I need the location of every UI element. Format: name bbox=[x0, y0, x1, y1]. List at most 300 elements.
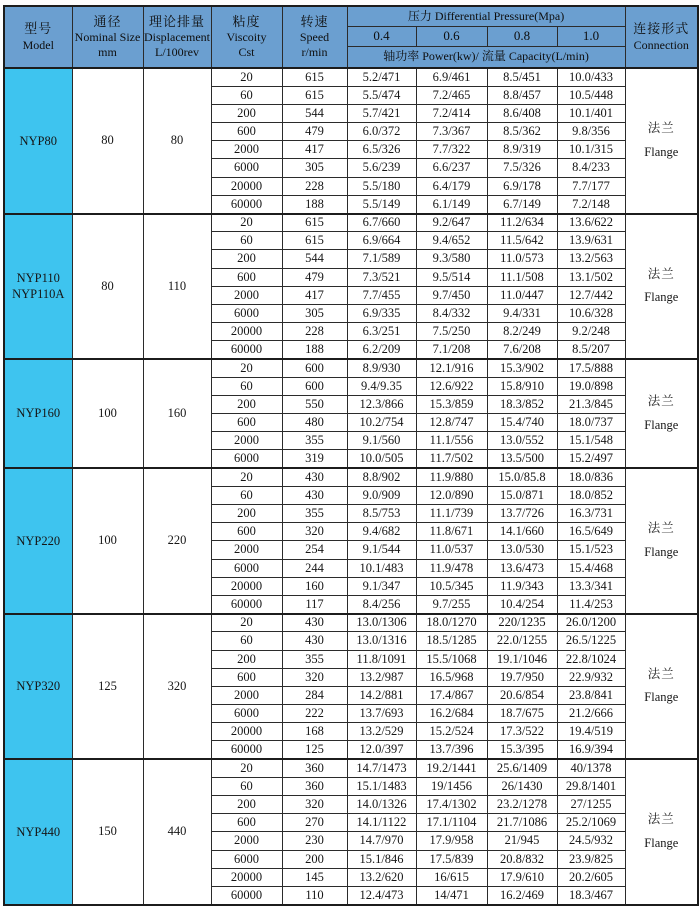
spec-row bbox=[4, 214, 698, 232]
power-capacity-cell: 6.6/237 bbox=[416, 159, 487, 177]
power-capacity-cell: 16.5/968 bbox=[416, 668, 487, 686]
power-capacity-cell: 10.1/401 bbox=[557, 104, 625, 122]
power-capacity-cell: 5.7/421 bbox=[347, 104, 416, 122]
power-capacity-cell: 18.0/836 bbox=[557, 468, 625, 486]
viscosity-cell: 6000 bbox=[211, 450, 282, 468]
speed-cell: 305 bbox=[282, 304, 347, 322]
model-label: NYP80 bbox=[19, 133, 57, 148]
header-speed-zh: 转速 bbox=[300, 13, 329, 29]
viscosity-cell: 60 bbox=[211, 632, 282, 650]
power-capacity-cell: 16/615 bbox=[416, 868, 487, 886]
speed-cell: 145 bbox=[282, 868, 347, 886]
header-displacement-unit: L/100rev bbox=[155, 45, 199, 60]
model-label: NYP110A bbox=[12, 287, 65, 302]
viscosity-cell: 600 bbox=[211, 268, 282, 286]
power-capacity-cell: 14.7/1473 bbox=[347, 759, 416, 777]
viscosity-cell: 600 bbox=[211, 123, 282, 141]
speed-cell: 355 bbox=[282, 505, 347, 523]
power-capacity-cell: 13.0/1306 bbox=[347, 614, 416, 632]
power-capacity-cell: 13.0/552 bbox=[487, 432, 557, 450]
power-capacity-cell: 21.7/1086 bbox=[487, 814, 557, 832]
power-capacity-cell: 20.2/605 bbox=[557, 868, 625, 886]
viscosity-cell: 20000 bbox=[211, 177, 282, 195]
power-capacity-cell: 11.9/880 bbox=[416, 468, 487, 486]
header-connection-zh: 连接形式 bbox=[633, 21, 690, 37]
viscosity-cell: 2000 bbox=[211, 141, 282, 159]
power-capacity-cell: 13.7/693 bbox=[347, 705, 416, 723]
power-capacity-cell: 15.4/468 bbox=[557, 559, 625, 577]
power-capacity-cell: 15.2/524 bbox=[416, 723, 487, 741]
power-capacity-cell: 15.0/871 bbox=[487, 486, 557, 504]
nominal-size-cell: 100 bbox=[72, 359, 143, 468]
power-capacity-cell: 6.7/149 bbox=[487, 195, 557, 213]
power-capacity-cell: 9.4/9.35 bbox=[347, 377, 416, 395]
header-connection bbox=[625, 6, 698, 68]
power-capacity-cell: 6.4/179 bbox=[416, 177, 487, 195]
power-capacity-cell: 14.0/1326 bbox=[347, 796, 416, 814]
connection-cell bbox=[625, 468, 698, 614]
pump-spec-table bbox=[3, 5, 699, 906]
power-capacity-cell: 29.8/1401 bbox=[557, 777, 625, 795]
connection-cell bbox=[625, 759, 698, 905]
power-capacity-cell: 26.5/1225 bbox=[557, 632, 625, 650]
power-capacity-cell: 17.9/610 bbox=[487, 868, 557, 886]
power-capacity-cell: 11.1/556 bbox=[416, 432, 487, 450]
viscosity-cell: 20 bbox=[211, 614, 282, 632]
speed-cell: 600 bbox=[282, 377, 347, 395]
power-capacity-cell: 15.0/85.8 bbox=[487, 468, 557, 486]
viscosity-cell: 2000 bbox=[211, 686, 282, 704]
header-speed-unit: r/min bbox=[301, 45, 328, 60]
power-capacity-cell: 15.4/740 bbox=[487, 414, 557, 432]
spec-row bbox=[4, 359, 698, 377]
power-capacity-cell: 15.8/910 bbox=[487, 377, 557, 395]
speed-cell: 615 bbox=[282, 232, 347, 250]
viscosity-cell: 60 bbox=[211, 86, 282, 104]
power-capacity-cell: 8.8/457 bbox=[487, 86, 557, 104]
displacement-cell: 440 bbox=[143, 759, 211, 905]
header-pressure-0.6: 0.6 bbox=[416, 26, 487, 46]
power-capacity-cell: 16.5/649 bbox=[557, 523, 625, 541]
viscosity-cell: 20 bbox=[211, 68, 282, 86]
power-capacity-cell: 15.3/902 bbox=[487, 359, 557, 377]
viscosity-cell: 600 bbox=[211, 414, 282, 432]
power-capacity-cell: 13.2/620 bbox=[347, 868, 416, 886]
speed-cell: 228 bbox=[282, 323, 347, 341]
power-capacity-cell: 17.4/1302 bbox=[416, 796, 487, 814]
power-capacity-cell: 19.2/1441 bbox=[416, 759, 487, 777]
spec-row bbox=[4, 759, 698, 777]
speed-cell: 479 bbox=[282, 123, 347, 141]
speed-cell: 320 bbox=[282, 523, 347, 541]
viscosity-cell: 20000 bbox=[211, 723, 282, 741]
power-capacity-cell: 13.2/529 bbox=[347, 723, 416, 741]
speed-cell: 430 bbox=[282, 486, 347, 504]
viscosity-cell: 60000 bbox=[211, 195, 282, 213]
nominal-size-cell: 80 bbox=[72, 214, 143, 360]
power-capacity-cell: 10.1/483 bbox=[347, 559, 416, 577]
power-capacity-cell: 21/945 bbox=[487, 832, 557, 850]
power-capacity-cell: 11.0/537 bbox=[416, 541, 487, 559]
viscosity-cell: 20 bbox=[211, 759, 282, 777]
power-capacity-cell: 6.9/664 bbox=[347, 232, 416, 250]
power-capacity-cell: 6.1/149 bbox=[416, 195, 487, 213]
viscosity-cell: 60 bbox=[211, 377, 282, 395]
speed-cell: 417 bbox=[282, 286, 347, 304]
power-capacity-cell: 11.0/573 bbox=[487, 250, 557, 268]
speed-cell: 319 bbox=[282, 450, 347, 468]
power-capacity-cell: 13.0/530 bbox=[487, 541, 557, 559]
header-nominal-size-unit: mm bbox=[98, 45, 117, 60]
speed-cell: 244 bbox=[282, 559, 347, 577]
power-capacity-cell: 6.9/461 bbox=[416, 68, 487, 86]
power-capacity-cell: 9.4/331 bbox=[487, 304, 557, 322]
power-capacity-cell: 17.9/958 bbox=[416, 832, 487, 850]
connection-en: Flange bbox=[644, 290, 679, 305]
speed-cell: 355 bbox=[282, 432, 347, 450]
speed-cell: 600 bbox=[282, 359, 347, 377]
viscosity-cell: 20000 bbox=[211, 577, 282, 595]
power-capacity-cell: 8.5/207 bbox=[557, 341, 625, 359]
speed-cell: 615 bbox=[282, 68, 347, 86]
power-capacity-cell: 7.2/414 bbox=[416, 104, 487, 122]
power-capacity-cell: 11.5/642 bbox=[487, 232, 557, 250]
displacement-cell: 80 bbox=[143, 68, 211, 214]
connection-en: Flange bbox=[644, 544, 679, 559]
speed-cell: 320 bbox=[282, 668, 347, 686]
model-label: NYP110 bbox=[16, 271, 60, 285]
header-row-1 bbox=[4, 6, 698, 26]
power-capacity-cell: 12.6/922 bbox=[416, 377, 487, 395]
power-capacity-cell: 10.5/345 bbox=[416, 577, 487, 595]
power-capacity-cell: 26/1430 bbox=[487, 777, 557, 795]
speed-cell: 110 bbox=[282, 886, 347, 904]
speed-cell: 188 bbox=[282, 195, 347, 213]
viscosity-cell: 20 bbox=[211, 468, 282, 486]
spec-row bbox=[4, 68, 698, 86]
power-capacity-cell: 7.1/208 bbox=[416, 341, 487, 359]
power-capacity-cell: 7.7/322 bbox=[416, 141, 487, 159]
displacement-cell: 110 bbox=[143, 214, 211, 360]
power-capacity-cell: 15.2/497 bbox=[557, 450, 625, 468]
power-capacity-cell: 20.6/854 bbox=[487, 686, 557, 704]
power-capacity-cell: 7.7/455 bbox=[347, 286, 416, 304]
header-displacement bbox=[143, 6, 211, 68]
viscosity-cell: 200 bbox=[211, 650, 282, 668]
viscosity-cell: 6000 bbox=[211, 159, 282, 177]
connection-zh: 法兰 bbox=[647, 393, 675, 408]
speed-cell: 117 bbox=[282, 595, 347, 613]
power-capacity-cell: 11.9/478 bbox=[416, 559, 487, 577]
header-viscosity-zh: 粘度 bbox=[232, 13, 261, 29]
power-capacity-cell: 16.9/394 bbox=[557, 741, 625, 759]
power-capacity-cell: 17.1/1104 bbox=[416, 814, 487, 832]
power-capacity-cell: 5.2/471 bbox=[347, 68, 416, 86]
power-capacity-cell: 15.1/846 bbox=[347, 850, 416, 868]
power-capacity-cell: 7.1/589 bbox=[347, 250, 416, 268]
table-header bbox=[4, 6, 698, 68]
power-capacity-cell: 10.0/505 bbox=[347, 450, 416, 468]
viscosity-cell: 2000 bbox=[211, 832, 282, 850]
power-capacity-cell: 13.5/500 bbox=[487, 450, 557, 468]
speed-cell: 160 bbox=[282, 577, 347, 595]
power-capacity-cell: 8.4/233 bbox=[557, 159, 625, 177]
power-capacity-cell: 8.6/408 bbox=[487, 104, 557, 122]
power-capacity-cell: 13.2/563 bbox=[557, 250, 625, 268]
header-nominal-size-en: Nominal Size bbox=[74, 30, 141, 45]
viscosity-cell: 600 bbox=[211, 523, 282, 541]
power-capacity-cell: 9.4/652 bbox=[416, 232, 487, 250]
displacement-cell: 160 bbox=[143, 359, 211, 468]
viscosity-cell: 60000 bbox=[211, 595, 282, 613]
speed-cell: 320 bbox=[282, 796, 347, 814]
power-capacity-cell: 9.2/248 bbox=[557, 323, 625, 341]
power-capacity-cell: 10.0/433 bbox=[557, 68, 625, 86]
power-capacity-cell: 17.5/839 bbox=[416, 850, 487, 868]
speed-cell: 615 bbox=[282, 214, 347, 232]
power-capacity-cell: 9.3/580 bbox=[416, 250, 487, 268]
speed-cell: 550 bbox=[282, 395, 347, 413]
viscosity-cell: 200 bbox=[211, 796, 282, 814]
model-cell bbox=[4, 214, 72, 360]
nominal-size-cell: 150 bbox=[72, 759, 143, 905]
connection-en: Flange bbox=[644, 835, 679, 850]
power-capacity-cell: 14.1/1122 bbox=[347, 814, 416, 832]
connection-zh: 法兰 bbox=[647, 266, 675, 281]
power-capacity-cell: 16.3/731 bbox=[557, 505, 625, 523]
speed-cell: 360 bbox=[282, 759, 347, 777]
spec-row bbox=[4, 614, 698, 632]
speed-cell: 544 bbox=[282, 250, 347, 268]
power-capacity-cell: 9.0/909 bbox=[347, 486, 416, 504]
connection-cell bbox=[625, 214, 698, 360]
viscosity-cell: 200 bbox=[211, 104, 282, 122]
power-capacity-cell: 6.2/209 bbox=[347, 341, 416, 359]
power-capacity-cell: 11.8/1091 bbox=[347, 650, 416, 668]
power-capacity-cell: 5.5/180 bbox=[347, 177, 416, 195]
nominal-size-cell: 100 bbox=[72, 468, 143, 614]
power-capacity-cell: 13.1/502 bbox=[557, 268, 625, 286]
power-capacity-cell: 23.9/825 bbox=[557, 850, 625, 868]
power-capacity-cell: 8.5/451 bbox=[487, 68, 557, 86]
power-capacity-cell: 18.0/737 bbox=[557, 414, 625, 432]
power-capacity-cell: 9.1/544 bbox=[347, 541, 416, 559]
power-capacity-cell: 22.8/1024 bbox=[557, 650, 625, 668]
power-capacity-cell: 8.4/256 bbox=[347, 595, 416, 613]
power-capacity-cell: 19.7/950 bbox=[487, 668, 557, 686]
power-capacity-cell: 13.3/341 bbox=[557, 577, 625, 595]
power-capacity-cell: 18.5/1285 bbox=[416, 632, 487, 650]
power-capacity-cell: 25.6/1409 bbox=[487, 759, 557, 777]
header-model-zh: 型号 bbox=[24, 21, 53, 37]
connection-en: Flange bbox=[644, 417, 679, 432]
power-capacity-cell: 220/1235 bbox=[487, 614, 557, 632]
power-capacity-cell: 18.7/675 bbox=[487, 705, 557, 723]
power-capacity-cell: 14.7/970 bbox=[347, 832, 416, 850]
power-capacity-cell: 12.4/473 bbox=[347, 886, 416, 904]
power-capacity-cell: 26.0/1200 bbox=[557, 614, 625, 632]
viscosity-cell: 200 bbox=[211, 505, 282, 523]
connection-en: Flange bbox=[644, 690, 679, 705]
displacement-cell: 320 bbox=[143, 614, 211, 760]
power-capacity-cell: 17.3/522 bbox=[487, 723, 557, 741]
header-viscosity-en: Viscoity bbox=[226, 30, 267, 45]
power-capacity-cell: 6.0/372 bbox=[347, 123, 416, 141]
model-cell bbox=[4, 68, 72, 214]
power-capacity-cell: 18.3/467 bbox=[557, 886, 625, 904]
power-capacity-cell: 13.6/473 bbox=[487, 559, 557, 577]
power-capacity-cell: 23.2/1278 bbox=[487, 796, 557, 814]
power-capacity-cell: 19.0/898 bbox=[557, 377, 625, 395]
speed-cell: 222 bbox=[282, 705, 347, 723]
viscosity-cell: 600 bbox=[211, 814, 282, 832]
nominal-size-cell: 80 bbox=[72, 68, 143, 214]
speed-cell: 430 bbox=[282, 468, 347, 486]
header-pressure-1.0: 1.0 bbox=[557, 26, 625, 46]
model-cell bbox=[4, 759, 72, 905]
power-capacity-cell: 7.7/177 bbox=[557, 177, 625, 195]
viscosity-cell: 200 bbox=[211, 250, 282, 268]
power-capacity-cell: 18.3/852 bbox=[487, 395, 557, 413]
model-label: NYP220 bbox=[16, 533, 61, 548]
viscosity-cell: 6000 bbox=[211, 559, 282, 577]
power-capacity-cell: 12.1/916 bbox=[416, 359, 487, 377]
header-displacement-zh: 理论排量 bbox=[148, 13, 205, 29]
power-capacity-cell: 15.5/1068 bbox=[416, 650, 487, 668]
viscosity-cell: 2000 bbox=[211, 432, 282, 450]
speed-cell: 360 bbox=[282, 777, 347, 795]
power-capacity-cell: 6.5/326 bbox=[347, 141, 416, 159]
nominal-size-cell: 125 bbox=[72, 614, 143, 760]
power-capacity-cell: 5.5/149 bbox=[347, 195, 416, 213]
power-capacity-cell: 17.5/888 bbox=[557, 359, 625, 377]
power-capacity-cell: 11.4/253 bbox=[557, 595, 625, 613]
viscosity-cell: 6000 bbox=[211, 850, 282, 868]
power-capacity-cell: 20.8/832 bbox=[487, 850, 557, 868]
viscosity-cell: 20000 bbox=[211, 323, 282, 341]
power-capacity-cell: 7.5/326 bbox=[487, 159, 557, 177]
power-capacity-cell: 8.5/362 bbox=[487, 123, 557, 141]
power-capacity-cell: 40/1378 bbox=[557, 759, 625, 777]
connection-zh: 法兰 bbox=[647, 812, 675, 827]
speed-cell: 228 bbox=[282, 177, 347, 195]
power-capacity-cell: 14/471 bbox=[416, 886, 487, 904]
speed-cell: 430 bbox=[282, 614, 347, 632]
power-capacity-cell: 15.1/523 bbox=[557, 541, 625, 559]
header-power-capacity: 轴功率 Power(kw)/ 流量 Capacity(L/min) bbox=[347, 46, 625, 68]
power-capacity-cell: 5.6/239 bbox=[347, 159, 416, 177]
power-capacity-cell: 15.3/859 bbox=[416, 395, 487, 413]
power-capacity-cell: 13.9/631 bbox=[557, 232, 625, 250]
power-capacity-cell: 5.5/474 bbox=[347, 86, 416, 104]
speed-cell: 544 bbox=[282, 104, 347, 122]
viscosity-cell: 6000 bbox=[211, 705, 282, 723]
power-capacity-cell: 9.1/347 bbox=[347, 577, 416, 595]
power-capacity-cell: 13.6/622 bbox=[557, 214, 625, 232]
power-capacity-cell: 10.5/448 bbox=[557, 86, 625, 104]
power-capacity-cell: 19.1/1046 bbox=[487, 650, 557, 668]
power-capacity-cell: 18.0/852 bbox=[557, 486, 625, 504]
power-capacity-cell: 22.0/1255 bbox=[487, 632, 557, 650]
header-speed-en: Speed bbox=[299, 30, 330, 45]
power-capacity-cell: 19/1456 bbox=[416, 777, 487, 795]
speed-cell: 284 bbox=[282, 686, 347, 704]
model-label: NYP320 bbox=[16, 679, 61, 694]
header-viscosity-unit: Cst bbox=[238, 45, 255, 60]
header-model-en: Model bbox=[22, 37, 54, 52]
power-capacity-cell: 8.5/753 bbox=[347, 505, 416, 523]
speed-cell: 479 bbox=[282, 268, 347, 286]
viscosity-cell: 600 bbox=[211, 668, 282, 686]
power-capacity-cell: 11.1/508 bbox=[487, 268, 557, 286]
power-capacity-cell: 18.0/1270 bbox=[416, 614, 487, 632]
power-capacity-cell: 10.4/254 bbox=[487, 595, 557, 613]
model-label: NYP160 bbox=[16, 406, 61, 421]
speed-cell: 355 bbox=[282, 650, 347, 668]
viscosity-cell: 60 bbox=[211, 486, 282, 504]
model-cell bbox=[4, 359, 72, 468]
power-capacity-cell: 11.1/739 bbox=[416, 505, 487, 523]
power-capacity-cell: 9.4/682 bbox=[347, 523, 416, 541]
speed-cell: 417 bbox=[282, 141, 347, 159]
speed-cell: 615 bbox=[282, 86, 347, 104]
power-capacity-cell: 11.8/671 bbox=[416, 523, 487, 541]
viscosity-cell: 60 bbox=[211, 232, 282, 250]
speed-cell: 200 bbox=[282, 850, 347, 868]
power-capacity-cell: 9.5/514 bbox=[416, 268, 487, 286]
header-model bbox=[4, 6, 72, 68]
speed-cell: 168 bbox=[282, 723, 347, 741]
header-connection-en: Connection bbox=[633, 37, 689, 52]
power-capacity-cell: 8.9/930 bbox=[347, 359, 416, 377]
viscosity-cell: 2000 bbox=[211, 286, 282, 304]
power-capacity-cell: 14.1/660 bbox=[487, 523, 557, 541]
viscosity-cell: 60000 bbox=[211, 741, 282, 759]
power-capacity-cell: 14.2/881 bbox=[347, 686, 416, 704]
power-capacity-cell: 12.7/442 bbox=[557, 286, 625, 304]
power-capacity-cell: 6.9/335 bbox=[347, 304, 416, 322]
power-capacity-cell: 13.7/726 bbox=[487, 505, 557, 523]
power-capacity-cell: 10.6/328 bbox=[557, 304, 625, 322]
model-cell bbox=[4, 468, 72, 614]
power-capacity-cell: 15.1/1483 bbox=[347, 777, 416, 795]
viscosity-cell: 60000 bbox=[211, 886, 282, 904]
power-capacity-cell: 15.3/395 bbox=[487, 741, 557, 759]
model-cell bbox=[4, 614, 72, 760]
speed-cell: 480 bbox=[282, 414, 347, 432]
power-capacity-cell: 7.6/208 bbox=[487, 341, 557, 359]
connection-cell bbox=[625, 614, 698, 760]
table-body bbox=[4, 68, 698, 905]
power-capacity-cell: 12.0/397 bbox=[347, 741, 416, 759]
connection-zh: 法兰 bbox=[647, 121, 675, 135]
header-displacement-en: Displacement bbox=[144, 30, 210, 45]
viscosity-cell: 20000 bbox=[211, 868, 282, 886]
power-capacity-cell: 10.2/754 bbox=[347, 414, 416, 432]
power-capacity-cell: 13.0/1316 bbox=[347, 632, 416, 650]
speed-cell: 305 bbox=[282, 159, 347, 177]
displacement-cell: 220 bbox=[143, 468, 211, 614]
viscosity-cell: 2000 bbox=[211, 541, 282, 559]
viscosity-cell: 20 bbox=[211, 214, 282, 232]
power-capacity-cell: 9.8/356 bbox=[557, 123, 625, 141]
power-capacity-cell: 23.8/841 bbox=[557, 686, 625, 704]
power-capacity-cell: 8.4/332 bbox=[416, 304, 487, 322]
speed-cell: 430 bbox=[282, 632, 347, 650]
header-pressure-title: 压力 Differential Pressure(Mpa) bbox=[347, 6, 625, 26]
power-capacity-cell: 24.5/932 bbox=[557, 832, 625, 850]
power-capacity-cell: 11.0/447 bbox=[487, 286, 557, 304]
